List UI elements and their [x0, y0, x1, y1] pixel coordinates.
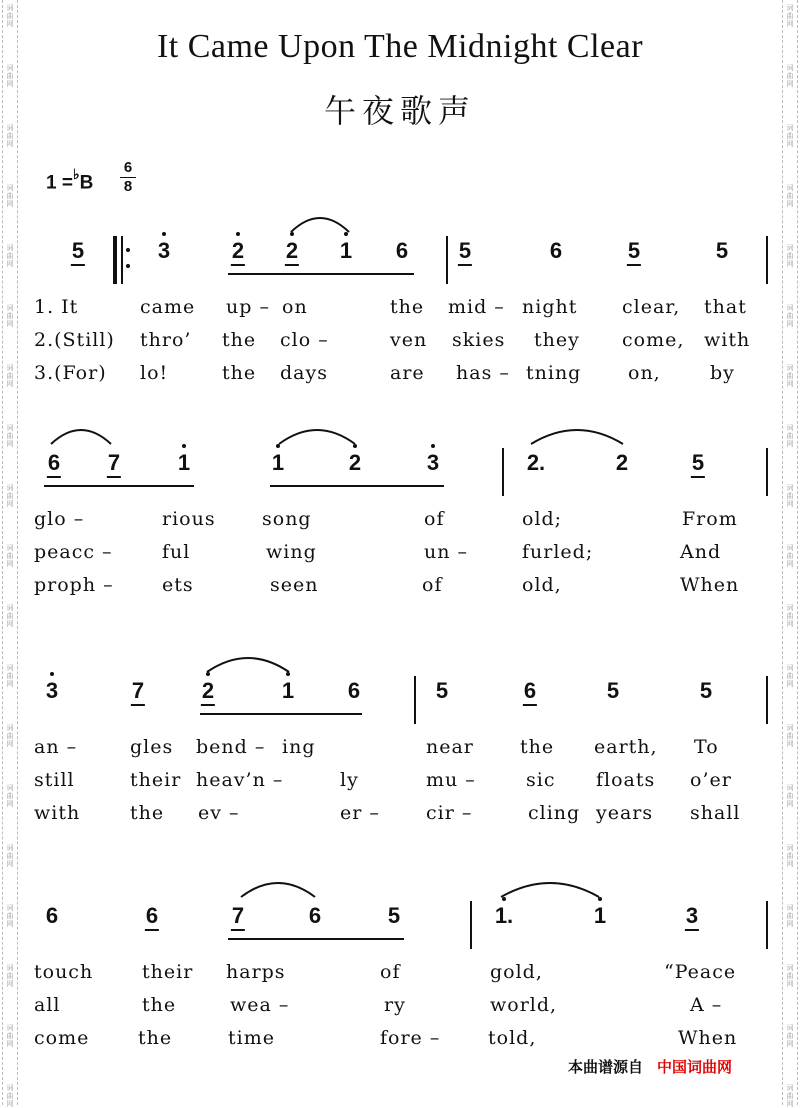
lyric-syllable: 3.(For) — [34, 362, 107, 384]
lyric-syllable: ets — [162, 574, 194, 596]
lyric-syllable: 1. It — [34, 296, 79, 318]
high-octave-dot — [162, 232, 166, 236]
lyric-syllable: the — [222, 329, 257, 351]
lyric-syllable: fore – — [380, 1027, 441, 1049]
jianpu-note: 1 — [281, 678, 295, 703]
watermark-char: 曲 — [6, 12, 14, 20]
watermark-char: 网 — [786, 500, 794, 508]
lyric-syllable: cir – — [426, 802, 473, 824]
watermark-char: 曲 — [6, 912, 14, 920]
time-signature — [120, 160, 136, 195]
slur-arc — [278, 428, 356, 446]
jianpu-note: 5 — [699, 678, 713, 703]
watermark-char: 曲 — [786, 792, 794, 800]
song-subtitle: 午夜歌声 — [323, 92, 476, 130]
watermark-char: 词 — [786, 724, 794, 732]
lyric-syllable: that — [704, 296, 747, 318]
lyric-syllable: When — [680, 574, 740, 596]
watermark-char: 词 — [6, 604, 14, 612]
lyric-syllable: tning — [526, 362, 582, 384]
lyric-syllable: clo – — [280, 329, 329, 351]
lyric-syllable: they — [534, 329, 580, 351]
jianpu-note: 2 — [615, 450, 629, 475]
key-prefix: 1 = — [46, 172, 73, 194]
watermark-char: 曲 — [786, 1092, 794, 1100]
jianpu-note: 3 — [685, 905, 699, 931]
watermark-char: 曲 — [6, 312, 14, 320]
lyric-syllable: un – — [424, 541, 469, 563]
watermark-char: 曲 — [786, 1032, 794, 1040]
lyric-syllable: old, — [522, 574, 562, 596]
watermark-char: 词 — [786, 64, 794, 72]
watermark-char: 网 — [786, 140, 794, 148]
watermark-char: 网 — [6, 200, 14, 208]
lyric-syllable: heav’n – — [196, 769, 284, 791]
watermark-char: 词 — [6, 964, 14, 972]
watermark-char: 曲 — [786, 852, 794, 860]
lyric-syllable: of — [380, 961, 401, 983]
watermark-char: 词 — [6, 724, 14, 732]
watermark-char: 曲 — [786, 552, 794, 560]
barline — [446, 236, 448, 284]
watermark-char: 词 — [786, 484, 794, 492]
repeat-dot — [126, 248, 130, 252]
lyric-syllable: of — [424, 508, 445, 530]
jianpu-note: 5 — [627, 240, 641, 266]
jianpu-note: 7 — [131, 680, 145, 706]
lyric-syllable: with — [704, 329, 751, 351]
watermark-char: 词 — [6, 64, 14, 72]
watermark-char: 曲 — [786, 432, 794, 440]
lyric-syllable: er – — [340, 802, 380, 824]
watermark-char: 词 — [6, 184, 14, 192]
jianpu-note: 2 — [348, 450, 362, 475]
repeat-barline-thin — [121, 236, 123, 284]
watermark-char: 网 — [786, 620, 794, 628]
watermark-char: 词 — [786, 1084, 794, 1092]
watermark-char: 网 — [6, 440, 14, 448]
lyric-syllable: gles — [130, 736, 174, 758]
watermark-glyphs — [784, 64, 796, 88]
watermark-char: 网 — [6, 140, 14, 148]
lyric-syllable: seen — [270, 574, 319, 596]
lyric-syllable: night — [522, 296, 578, 318]
jianpu-note: 6 — [308, 903, 322, 928]
lyric-syllable: song — [262, 508, 312, 530]
lyric-syllable: thro’ — [140, 329, 192, 351]
watermark-char: 网 — [786, 560, 794, 568]
lyric-syllable: A – — [690, 994, 723, 1016]
watermark-char: 曲 — [786, 72, 794, 80]
key-note: B — [79, 172, 94, 194]
lyric-syllable: the — [222, 362, 257, 384]
lyric-syllable: clear, — [622, 296, 681, 318]
lyric-syllable: the — [390, 296, 425, 318]
lyric-syllable: lo! — [140, 362, 169, 384]
watermark-char: 曲 — [786, 612, 794, 620]
watermark-char: 网 — [786, 20, 794, 28]
watermark-char: 网 — [6, 800, 14, 808]
watermark-char: 网 — [786, 1040, 794, 1048]
watermark-char: 网 — [786, 860, 794, 868]
lyric-syllable: glo – — [34, 508, 85, 530]
lyric-syllable: floats — [596, 769, 656, 791]
watermark-char: 词 — [6, 664, 14, 672]
lyric-syllable: From — [682, 508, 738, 530]
slur-arc — [500, 881, 600, 899]
jianpu-note: 6 — [45, 903, 59, 928]
lyric-syllable: o’er — [690, 769, 732, 791]
watermark-char: 曲 — [786, 312, 794, 320]
key-signature — [46, 168, 93, 194]
watermark-char: 网 — [6, 1040, 14, 1048]
watermark-char: 词 — [786, 844, 794, 852]
watermark-char: 词 — [786, 1024, 794, 1032]
jianpu-note: 6 — [523, 680, 537, 706]
time-bottom: 8 — [123, 178, 133, 195]
jianpu-note: 7 — [231, 905, 245, 931]
watermark-char: 词 — [786, 124, 794, 132]
eighth-beam — [270, 485, 444, 487]
watermark-char: 曲 — [6, 852, 14, 860]
watermark-char: 网 — [6, 620, 14, 628]
jianpu-note: 5 — [715, 238, 729, 263]
watermark-char: 词 — [6, 784, 14, 792]
watermark-char: 网 — [6, 740, 14, 748]
lyric-syllable: with — [34, 802, 81, 824]
watermark-char: 网 — [6, 980, 14, 988]
flat-sign: ♭ — [72, 166, 80, 182]
lyric-syllable: told, — [488, 1027, 537, 1049]
lyric-syllable: near — [426, 736, 474, 758]
jianpu-note: 5 — [71, 240, 85, 266]
lyric-syllable: years — [596, 802, 654, 824]
high-octave-dot — [431, 444, 435, 448]
watermark-char: 曲 — [786, 192, 794, 200]
watermark-char: 词 — [6, 364, 14, 372]
watermark-char: 网 — [786, 80, 794, 88]
slur-path — [291, 218, 349, 232]
slur-arc — [206, 656, 290, 674]
watermark-char: 网 — [6, 320, 14, 328]
slur-arc — [290, 216, 350, 234]
repeat-barline-thick — [113, 236, 117, 284]
lyric-syllable: sic — [526, 769, 556, 791]
watermark-char: 曲 — [6, 192, 14, 200]
lyric-syllable: their — [130, 769, 182, 791]
watermark-glyphs — [784, 184, 796, 208]
lyric-syllable: on, — [628, 362, 661, 384]
watermark-glyphs — [784, 4, 796, 28]
lyric-syllable: ing — [282, 736, 316, 758]
slur-arc — [50, 428, 112, 446]
watermark-char: 曲 — [6, 72, 14, 80]
lyric-syllable: an – — [34, 736, 78, 758]
lyric-syllable: ful — [162, 541, 191, 563]
jianpu-note: 6 — [47, 452, 61, 478]
slur-arc — [240, 881, 316, 899]
jianpu-note: 1 — [593, 903, 607, 928]
lyric-syllable: on — [282, 296, 308, 318]
barline — [766, 448, 768, 496]
watermark-char: 网 — [786, 680, 794, 688]
lyric-syllable: up – — [226, 296, 270, 318]
lyric-syllable: rious — [162, 508, 216, 530]
lyric-syllable: ven — [390, 329, 428, 351]
watermark-char: 网 — [786, 920, 794, 928]
watermark-char: 词 — [786, 784, 794, 792]
watermark-char: 词 — [786, 544, 794, 552]
lyric-syllable: mid – — [448, 296, 505, 318]
jianpu-note: 1 — [339, 238, 353, 263]
lyric-syllable: gold, — [490, 961, 543, 983]
watermark-char: 曲 — [786, 492, 794, 500]
watermark-char: 曲 — [786, 372, 794, 380]
watermark-char: 网 — [786, 320, 794, 328]
lyric-syllable: cling — [528, 802, 581, 824]
watermark-char: 词 — [6, 424, 14, 432]
jianpu-note: 6 — [549, 238, 563, 263]
lyric-syllable: skies — [452, 329, 506, 351]
lyric-syllable: shall — [690, 802, 741, 824]
jianpu-note: 5 — [606, 678, 620, 703]
watermark-char: 词 — [6, 124, 14, 132]
music-system — [0, 452, 800, 652]
lyric-syllable: the — [142, 994, 177, 1016]
lyric-syllable: “Peace — [664, 961, 737, 983]
watermark-char: 词 — [786, 4, 794, 12]
watermark-char: 网 — [786, 980, 794, 988]
music-system — [0, 240, 800, 440]
watermark-char: 词 — [786, 604, 794, 612]
lyric-syllable: all — [34, 994, 61, 1016]
watermark-char: 网 — [6, 20, 14, 28]
watermark-char: 曲 — [6, 432, 14, 440]
jianpu-note: 2 — [201, 680, 215, 706]
lyric-syllable: old; — [522, 508, 563, 530]
lyric-syllable: wing — [266, 541, 317, 563]
watermark-char: 曲 — [6, 552, 14, 560]
jianpu-note: 3 — [157, 238, 171, 263]
watermark-char: 曲 — [6, 792, 14, 800]
lyric-syllable: When — [678, 1027, 738, 1049]
slur-path — [531, 430, 623, 444]
watermark-char: 词 — [6, 904, 14, 912]
jianpu-note: 2. — [526, 450, 546, 475]
eighth-beam — [200, 713, 362, 715]
high-octave-dot — [50, 672, 54, 676]
lyric-syllable: by — [710, 362, 735, 384]
repeat-dot — [126, 264, 130, 268]
watermark-char: 曲 — [786, 12, 794, 20]
lyric-syllable: ry — [384, 994, 406, 1016]
watermark-char: 词 — [786, 244, 794, 252]
jianpu-note: 5 — [387, 903, 401, 928]
lyric-syllable: come — [34, 1027, 90, 1049]
lyric-syllable: time — [228, 1027, 275, 1049]
jianpu-note: 6 — [395, 238, 409, 263]
watermark-char: 网 — [6, 80, 14, 88]
watermark-char: 曲 — [786, 972, 794, 980]
lyric-syllable: To — [694, 736, 719, 758]
slur-path — [241, 883, 315, 897]
lyric-syllable: world, — [490, 994, 558, 1016]
watermark-char: 网 — [786, 740, 794, 748]
watermark-char: 曲 — [6, 672, 14, 680]
watermark-char: 网 — [786, 260, 794, 268]
watermark-char: 词 — [786, 304, 794, 312]
site-name[interactable]: 中国词曲网 — [657, 1058, 733, 1076]
barline — [766, 901, 768, 949]
watermark-char: 曲 — [6, 1032, 14, 1040]
slur-path — [51, 430, 111, 444]
lyric-syllable: mu – — [426, 769, 476, 791]
eighth-beam — [228, 938, 404, 940]
lyric-syllable: wea – — [230, 994, 290, 1016]
watermark-char: 曲 — [6, 1092, 14, 1100]
slur-arc — [530, 428, 624, 446]
jianpu-note: 6 — [145, 905, 159, 931]
source-label: 本曲谱源自 — [568, 1058, 644, 1076]
barline — [502, 448, 504, 496]
jianpu-note: 5 — [435, 678, 449, 703]
watermark-char: 网 — [6, 260, 14, 268]
jianpu-note: 3 — [45, 678, 59, 703]
watermark-char: 网 — [786, 800, 794, 808]
watermark-char: 网 — [786, 1100, 794, 1108]
watermark-char: 词 — [786, 364, 794, 372]
octave-dot — [236, 232, 240, 236]
lyric-syllable: peacc – — [34, 541, 113, 563]
watermark-char: 词 — [6, 844, 14, 852]
watermark-char: 曲 — [786, 912, 794, 920]
lyric-syllable: still — [34, 769, 75, 791]
watermark-char: 词 — [6, 1084, 14, 1092]
watermark-char: 网 — [6, 560, 14, 568]
barline — [766, 676, 768, 724]
watermark-char: 词 — [6, 304, 14, 312]
watermark-char: 曲 — [6, 492, 14, 500]
watermark-char: 曲 — [6, 252, 14, 260]
music-system — [0, 905, 800, 1105]
jianpu-note: 2 — [231, 240, 245, 266]
jianpu-note: 1. — [494, 903, 514, 928]
watermark-char: 词 — [6, 1024, 14, 1032]
eighth-beam — [228, 273, 414, 275]
watermark-char: 词 — [786, 424, 794, 432]
watermark-char: 词 — [6, 544, 14, 552]
jianpu-note: 1 — [271, 450, 285, 475]
barline — [414, 676, 416, 724]
slur-path — [501, 883, 599, 897]
watermark-char: 网 — [6, 680, 14, 688]
watermark-char: 曲 — [786, 132, 794, 140]
jianpu-note: 3 — [426, 450, 440, 475]
lyric-syllable: bend – — [196, 736, 266, 758]
watermark-glyphs — [4, 64, 16, 88]
lyric-syllable: came — [140, 296, 196, 318]
watermark-char: 网 — [6, 380, 14, 388]
lyric-syllable: days — [280, 362, 328, 384]
lyric-syllable: ev – — [198, 802, 240, 824]
watermark-char: 网 — [6, 1100, 14, 1108]
watermark-char: 曲 — [6, 732, 14, 740]
music-system — [0, 680, 800, 880]
lyric-syllable: earth, — [594, 736, 658, 758]
watermark-char: 网 — [786, 380, 794, 388]
lyric-syllable: their — [142, 961, 194, 983]
lyric-syllable: come, — [622, 329, 685, 351]
watermark-char: 网 — [786, 200, 794, 208]
watermark-char: 词 — [786, 184, 794, 192]
watermark-char: 网 — [6, 500, 14, 508]
lyric-syllable: of — [422, 574, 443, 596]
lyric-syllable: ly — [340, 769, 359, 791]
lyric-syllable: proph – — [34, 574, 114, 596]
watermark-char: 词 — [6, 244, 14, 252]
watermark-char: 曲 — [6, 612, 14, 620]
watermark-char: 词 — [786, 904, 794, 912]
jianpu-note: 2 — [285, 240, 299, 266]
lyric-syllable: 2.(Still) — [34, 329, 115, 351]
watermark-glyphs — [4, 4, 16, 28]
lyric-syllable: furled; — [522, 541, 594, 563]
watermark-char: 词 — [6, 4, 14, 12]
watermark-char: 曲 — [6, 972, 14, 980]
watermark-char: 网 — [6, 920, 14, 928]
watermark-char: 词 — [6, 484, 14, 492]
lyric-syllable: the — [130, 802, 165, 824]
lyric-syllable: And — [680, 541, 722, 563]
song-title: It Came Upon The Midnight Clear — [156, 28, 644, 65]
barline — [766, 236, 768, 284]
watermark-char: 曲 — [6, 372, 14, 380]
watermark-char: 词 — [786, 964, 794, 972]
jianpu-note: 7 — [107, 452, 121, 478]
jianpu-note: 5 — [691, 452, 705, 478]
time-top: 6 — [123, 159, 133, 176]
watermark-char: 词 — [786, 664, 794, 672]
watermark-char: 曲 — [786, 732, 794, 740]
lyric-syllable: the — [138, 1027, 173, 1049]
watermark-char: 曲 — [6, 132, 14, 140]
jianpu-note: 1 — [177, 450, 191, 475]
high-octave-dot — [182, 444, 186, 448]
watermark-char: 网 — [6, 860, 14, 868]
watermark-char: 网 — [786, 440, 794, 448]
lyric-syllable: has – — [456, 362, 510, 384]
slur-path — [279, 430, 355, 444]
jianpu-note: 5 — [458, 240, 472, 266]
lyric-syllable: the — [520, 736, 555, 758]
lyric-syllable: are — [390, 362, 425, 384]
lyric-syllable: harps — [226, 961, 286, 983]
eighth-beam — [44, 485, 194, 487]
watermark-char: 曲 — [786, 672, 794, 680]
watermark-char: 曲 — [786, 252, 794, 260]
lyric-syllable: touch — [34, 961, 94, 983]
watermark-glyphs — [4, 184, 16, 208]
jianpu-note: 6 — [347, 678, 361, 703]
slur-path — [207, 658, 289, 672]
barline — [470, 901, 472, 949]
